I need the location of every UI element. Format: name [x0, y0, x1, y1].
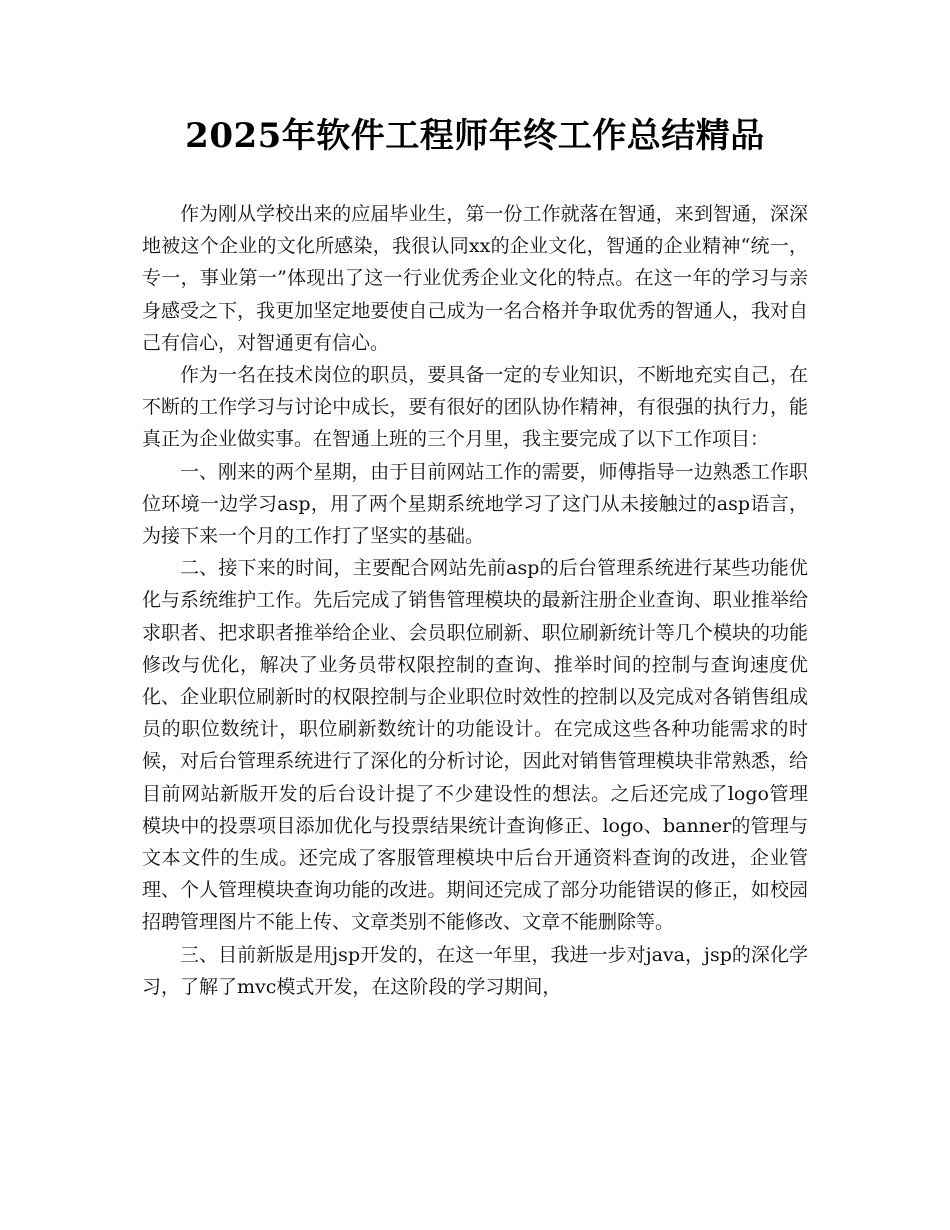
paragraph-role: 作为一名在技术岗位的职员，要具备一定的专业知识，不断地充实自己，在不断的工作学习与讨论中成长，要有很好的团队协作精神，有很强的执行力，能真正为企业做实事。在智通上班的三个月里，我主要完成了以下工作项目：: [142, 364, 808, 451]
paragraph-item-three: 三、目前新版是用jsp开发的，在这一年里，我进一步对java，jsp的深化学习，了解了mvc模式开发，在这阶段的学习期间，: [142, 943, 808, 998]
document-body: [142, 198, 808, 1003]
paragraph-item-one: 一、刚来的两个星期，由于目前网站工作的需要，师傅指导一边熟悉工作职位环境一边学习asp，用了两个星期系统地学习了这门从未接触过的asp语言，为接下来一个月的工作打了坚实的基础。: [142, 460, 808, 548]
document-title: 2025年软件工程师年终工作总结精品: [185, 116, 765, 156]
paragraph-intro: 作为刚从学校出来的应届毕业生，第一份工作就落在智通，来到智通，深深地被这个企业的文化所感染，我很认同xx的企业文化，智通的企业精神“统一，专一，事业第一”体现出了这一行业优秀企业文化的特点。在这一年的学习与亲身感受之下，我更加坚定地要使自己成为一名合格并争取优秀的智通人，我对自己有信心，对智通更有信心。: [142, 203, 808, 354]
paragraph-item-two: 二、接下来的时间，主要配合网站先前asp的后台管理系统进行某些功能优化与系统维护工作。先后完成了销售管理模块的最新注册企业查询、职业推举给求职者、把求职者推举给企业、会员职位刷新、职位刷新统计等几个模块的功能修改与优化，解决了业务员带权限控制的查询、推举时间的控制与查询速度优化、企业职位刷新时的权限控制与企业职位时效性的控制以及完成对各销售组成员的职位数统计，职位刷新数统计的功能设计。在完成这些各种功能需求的时候，对后台管理系统进行了深化的分析讨论，因此对销售管理模块非常熟悉，给目前网站新版开发的后台设计提了不少建设性的想法。之后还完成了logo管理模块中的投票项目添加优化与投票结果统计查询修正、logo、banner的管理与文本文件的生成。还完成了客服管理模块中后台开通资料查询的改进，企业管理、个人管理模块查询功能的改进。期间还完成了部分功能错误的修正，如校园招聘管理图片不能上传、文章类别不能修改、文章不能删除等。: [142, 557, 808, 934]
